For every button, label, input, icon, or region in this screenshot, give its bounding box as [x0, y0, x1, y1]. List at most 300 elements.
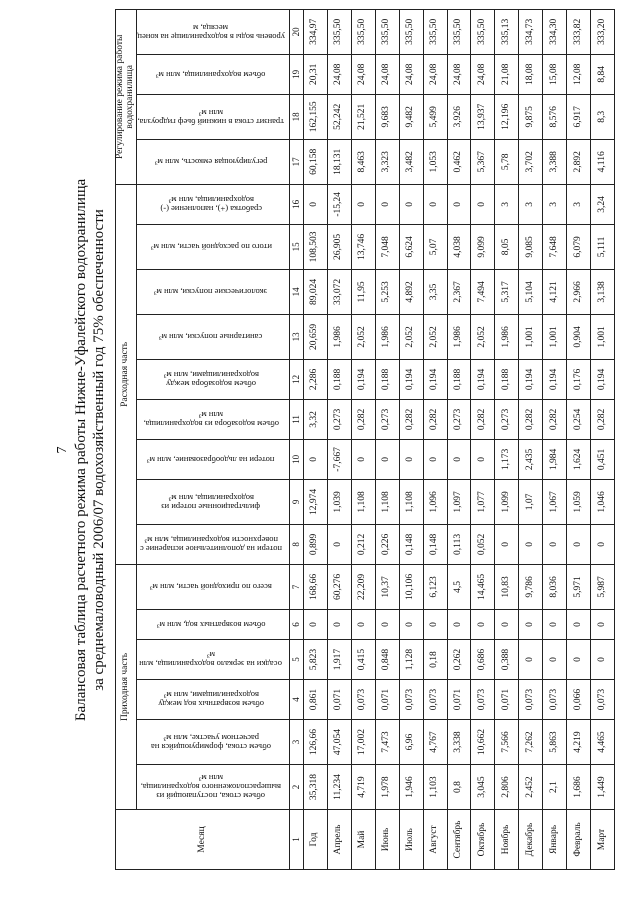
- value-cell: 9,085: [519, 224, 543, 269]
- value-cell: 8,036: [543, 564, 567, 609]
- month-cell: Февраль: [567, 810, 591, 870]
- value-cell: -7,667: [327, 439, 351, 479]
- value-cell: 8,463: [351, 139, 375, 184]
- value-cell: 3,35: [423, 269, 447, 314]
- header-month: Месяц: [116, 810, 290, 870]
- value-cell: 35,318: [303, 765, 327, 810]
- value-cell: 0,899: [303, 524, 327, 564]
- value-cell: 9,099: [471, 224, 495, 269]
- value-cell: 24,08: [351, 54, 375, 94]
- column-header-10: [137, 439, 290, 479]
- column-header-label: объем водозабора из водохранилища, млн м³: [143, 410, 279, 430]
- value-cell: 0,282: [591, 399, 615, 439]
- value-cell: 7,048: [375, 224, 399, 269]
- column-header-17: [137, 139, 290, 184]
- value-cell: 3,702: [519, 139, 543, 184]
- value-cell: 1,986: [327, 314, 351, 359]
- value-cell: 0: [399, 439, 423, 479]
- value-cell: 2,052: [471, 314, 495, 359]
- value-cell: 5,987: [591, 564, 615, 609]
- value-cell: 33,072: [327, 269, 351, 314]
- value-cell: 8,84: [591, 54, 615, 94]
- column-header-label: объем водозабора между водохранилищами, млн м³: [163, 370, 259, 390]
- value-cell: 18,131: [327, 139, 351, 184]
- column-number-cell: 15: [289, 224, 303, 269]
- table-row: [591, 9, 615, 869]
- value-cell: 5,253: [375, 269, 399, 314]
- value-cell: 0,113: [447, 524, 471, 564]
- value-cell: 20,659: [303, 314, 327, 359]
- column-numbers-row: [289, 9, 303, 869]
- table-row: [495, 9, 519, 869]
- value-cell: 3,482: [399, 139, 423, 184]
- value-cell: 5,317: [495, 269, 519, 314]
- value-cell: 0: [303, 184, 327, 224]
- value-cell: 10,106: [399, 564, 423, 609]
- column-header-9: [137, 479, 290, 524]
- value-cell: 0,273: [375, 399, 399, 439]
- column-header-19: [137, 54, 290, 94]
- value-cell: 0: [447, 439, 471, 479]
- value-cell: 1,108: [351, 479, 375, 524]
- value-cell: 3: [543, 184, 567, 224]
- value-cell: 333,82: [567, 9, 591, 54]
- value-cell: 5,823: [303, 640, 327, 680]
- column-header-15: [137, 224, 290, 269]
- month-cell: Апрель: [327, 810, 351, 870]
- header-regulation-group: Регулирование режима работы водохранилища: [116, 9, 137, 184]
- value-cell: 9,786: [519, 564, 543, 609]
- column-number-cell: 1: [289, 810, 303, 870]
- column-number-cell: 10: [289, 439, 303, 479]
- column-number-cell: 19: [289, 54, 303, 94]
- value-cell: 9,875: [519, 94, 543, 139]
- value-cell: 0,462: [447, 139, 471, 184]
- value-cell: 24,08: [375, 54, 399, 94]
- document-title-line-1: Балансовая таблица расчетного режима работы Нижне-Уфалейского водохранилища: [73, 178, 89, 722]
- column-header-label: объем возвратных вод между водохранилищами, млн м³: [158, 690, 264, 710]
- value-cell: 8,576: [543, 94, 567, 139]
- value-cell: 0: [543, 610, 567, 640]
- value-cell: 0: [351, 184, 375, 224]
- value-cell: 2,052: [351, 314, 375, 359]
- table-row: [303, 9, 327, 869]
- value-cell: 1,077: [471, 479, 495, 524]
- value-cell: 1,173: [495, 439, 519, 479]
- value-cell: 0,194: [351, 359, 375, 399]
- value-cell: 0: [567, 640, 591, 680]
- value-cell: 1,984: [543, 439, 567, 479]
- value-cell: 1,686: [567, 765, 591, 810]
- value-cell: 0,194: [519, 359, 543, 399]
- value-cell: 2,286: [303, 359, 327, 399]
- value-cell: 17,002: [351, 720, 375, 765]
- value-cell: 1,946: [399, 765, 423, 810]
- column-number-cell: 12: [289, 359, 303, 399]
- value-cell: 0,194: [591, 359, 615, 399]
- value-cell: 0: [495, 524, 519, 564]
- value-cell: 2,052: [423, 314, 447, 359]
- value-cell: 0,18: [423, 640, 447, 680]
- value-cell: 5,367: [471, 139, 495, 184]
- column-header-6: [137, 610, 290, 640]
- value-cell: 0,388: [495, 640, 519, 680]
- value-cell: 6,123: [423, 564, 447, 609]
- table-row: [423, 9, 447, 869]
- value-cell: 7,566: [495, 720, 519, 765]
- column-header-label: итого по расходной части, млн м³: [150, 242, 272, 253]
- column-number-cell: 3: [289, 720, 303, 765]
- value-cell: 4,767: [423, 720, 447, 765]
- column-number-cell: 14: [289, 269, 303, 314]
- column-header-13: [137, 314, 290, 359]
- value-cell: 10,662: [471, 720, 495, 765]
- value-cell: 4,038: [447, 224, 471, 269]
- value-cell: 0,282: [351, 399, 375, 439]
- value-cell: 0,066: [567, 680, 591, 720]
- value-cell: 7,494: [471, 269, 495, 314]
- month-cell: Сентябрь: [447, 810, 471, 870]
- value-cell: 4,121: [543, 269, 567, 314]
- value-cell: 10,37: [375, 564, 399, 609]
- value-cell: 0,073: [471, 680, 495, 720]
- value-cell: 0: [447, 610, 471, 640]
- value-cell: 0: [519, 524, 543, 564]
- value-cell: 12,08: [567, 54, 591, 94]
- column-number-cell: 13: [289, 314, 303, 359]
- value-cell: 335,50: [447, 9, 471, 54]
- value-cell: 4,892: [399, 269, 423, 314]
- column-header-11: [137, 399, 290, 439]
- value-cell: 0,188: [495, 359, 519, 399]
- value-cell: 7,648: [543, 224, 567, 269]
- value-cell: 3,045: [471, 765, 495, 810]
- value-cell: 1,986: [447, 314, 471, 359]
- value-cell: 0,073: [423, 680, 447, 720]
- header-income-group: Приходная часть: [116, 564, 137, 809]
- table-row: [375, 9, 399, 869]
- value-cell: 2,052: [399, 314, 423, 359]
- month-cell: Июль: [399, 810, 423, 870]
- value-cell: 0: [399, 184, 423, 224]
- value-cell: 20,31: [303, 54, 327, 94]
- value-cell: 334,30: [543, 9, 567, 54]
- value-cell: 335,50: [399, 9, 423, 54]
- column-header-label: санитарные попуски, млн м³: [159, 332, 263, 343]
- document-title-line-2: за среднемаловодный 2006/07 водохозяйственный год 75% обеспеченности: [91, 209, 107, 691]
- value-cell: 26,905: [327, 224, 351, 269]
- value-cell: 0: [375, 184, 399, 224]
- value-cell: 4,219: [567, 720, 591, 765]
- value-cell: 2,367: [447, 269, 471, 314]
- value-cell: 1,103: [423, 765, 447, 810]
- column-header-16: [137, 184, 290, 224]
- value-cell: 0: [423, 439, 447, 479]
- value-cell: 3,323: [375, 139, 399, 184]
- value-cell: 0: [447, 184, 471, 224]
- value-cell: 0,861: [303, 680, 327, 720]
- value-cell: 3,138: [591, 269, 615, 314]
- value-cell: 0,8: [447, 765, 471, 810]
- table-row: [351, 9, 375, 869]
- value-cell: 3: [519, 184, 543, 224]
- column-header-label: объем стока, формирующийся на расчетном участке, млн м³: [151, 733, 272, 752]
- value-cell: 0,273: [495, 399, 519, 439]
- column-header-3: [137, 720, 290, 765]
- value-cell: 8,05: [495, 224, 519, 269]
- value-cell: 335,50: [375, 9, 399, 54]
- month-cell: Ноябрь: [495, 810, 519, 870]
- value-cell: 0: [351, 610, 375, 640]
- value-cell: 1,986: [375, 314, 399, 359]
- rotated-content: [53, 20, 619, 880]
- column-header-label: осадки на зеркало водохранилища, млн м³: [139, 650, 283, 670]
- value-cell: 0,273: [447, 399, 471, 439]
- column-number-cell: 11: [289, 399, 303, 439]
- value-cell: 1,099: [495, 479, 519, 524]
- value-cell: 3: [567, 184, 591, 224]
- column-header-label: всего по приходной части, млн м³: [150, 582, 272, 593]
- value-cell: 2,966: [567, 269, 591, 314]
- value-cell: 333,20: [591, 9, 615, 54]
- value-cell: 0,262: [447, 640, 471, 680]
- value-cell: 0,254: [567, 399, 591, 439]
- value-cell: 0,071: [447, 680, 471, 720]
- value-cell: 5,863: [543, 720, 567, 765]
- value-cell: 6,917: [567, 94, 591, 139]
- value-cell: 6,079: [567, 224, 591, 269]
- value-cell: 0,071: [327, 680, 351, 720]
- value-cell: 21,521: [351, 94, 375, 139]
- value-cell: 0: [519, 610, 543, 640]
- value-cell: 6,624: [399, 224, 423, 269]
- value-cell: 0,073: [543, 680, 567, 720]
- value-cell: 12,196: [495, 94, 519, 139]
- value-cell: 0,686: [471, 640, 495, 680]
- value-cell: 0,451: [591, 439, 615, 479]
- value-cell: 0: [375, 439, 399, 479]
- value-cell: 7,473: [375, 720, 399, 765]
- column-number-cell: 18: [289, 94, 303, 139]
- month-cell: Октябрь: [471, 810, 495, 870]
- value-cell: 7,262: [519, 720, 543, 765]
- month-cell: Март: [591, 810, 615, 870]
- value-cell: 0,194: [471, 359, 495, 399]
- value-cell: 60,158: [303, 139, 327, 184]
- value-cell: 13,937: [471, 94, 495, 139]
- value-cell: 335,50: [471, 9, 495, 54]
- value-cell: 335,50: [423, 9, 447, 54]
- value-cell: 9,482: [399, 94, 423, 139]
- table-row: [543, 9, 567, 869]
- value-cell: 0,188: [375, 359, 399, 399]
- value-cell: 9,683: [375, 94, 399, 139]
- value-cell: 3,926: [447, 94, 471, 139]
- value-cell: 3,32: [303, 399, 327, 439]
- value-cell: 2,435: [519, 439, 543, 479]
- column-number-cell: 8: [289, 524, 303, 564]
- value-cell: 0: [303, 439, 327, 479]
- value-cell: 0,073: [351, 680, 375, 720]
- value-cell: 24,08: [447, 54, 471, 94]
- value-cell: 0,073: [399, 680, 423, 720]
- value-cell: 334,97: [303, 9, 327, 54]
- value-cell: 0,282: [423, 399, 447, 439]
- value-cell: 60,276: [327, 564, 351, 609]
- value-cell: 1,001: [543, 314, 567, 359]
- value-cell: 2,1: [543, 765, 567, 810]
- column-header-label: объем стока, поступающий из вышерасположенного водохранилища, млн м³: [140, 773, 282, 802]
- value-cell: 0,212: [351, 524, 375, 564]
- month-cell: Декабрь: [519, 810, 543, 870]
- value-cell: 3: [495, 184, 519, 224]
- column-number-cell: 5: [289, 640, 303, 680]
- month-cell: Январь: [543, 810, 567, 870]
- value-cell: 0,904: [567, 314, 591, 359]
- value-cell: 12,974: [303, 479, 327, 524]
- value-cell: 1,053: [423, 139, 447, 184]
- value-cell: 15,08: [543, 54, 567, 94]
- column-header-label: фильтрационные потери из водохранилища, млн м³: [161, 492, 261, 512]
- value-cell: 1,039: [327, 479, 351, 524]
- header-expense-group: Расходная часть: [116, 184, 137, 564]
- column-number-cell: 4: [289, 680, 303, 720]
- value-cell: 24,08: [327, 54, 351, 94]
- column-header-20: [137, 9, 290, 54]
- value-cell: 2,806: [495, 765, 519, 810]
- value-cell: 47,054: [327, 720, 351, 765]
- value-cell: 0,052: [471, 524, 495, 564]
- table-row: [567, 9, 591, 869]
- value-cell: 0: [375, 610, 399, 640]
- value-cell: 0: [399, 610, 423, 640]
- column-header-label: объем возвратных вод, млн м³: [156, 619, 266, 630]
- value-cell: 0: [591, 640, 615, 680]
- value-cell: 14,465: [471, 564, 495, 609]
- value-cell: 0: [543, 640, 567, 680]
- value-cell: 0,848: [375, 640, 399, 680]
- column-header-label: потери на дополнительное испарение с поверхности водохранилища, млн м³: [140, 535, 282, 555]
- value-cell: 1,067: [543, 479, 567, 524]
- value-cell: 334,73: [519, 9, 543, 54]
- column-header-label: сработка (+), наполнение (-) водохранилища, млн м³: [160, 195, 262, 215]
- column-header-8: [137, 524, 290, 564]
- value-cell: 4,116: [591, 139, 615, 184]
- value-cell: -15,24: [327, 184, 351, 224]
- value-cell: 0,194: [399, 359, 423, 399]
- column-header-label: потери на льдообразование, млн м³: [147, 454, 275, 465]
- value-cell: 5,104: [519, 269, 543, 314]
- value-cell: 2,452: [519, 765, 543, 810]
- column-header-5: [137, 640, 290, 680]
- column-header-label: регулирующая емкость, млн м³: [154, 157, 268, 168]
- value-cell: 0,071: [495, 680, 519, 720]
- value-cell: 1,001: [519, 314, 543, 359]
- value-cell: 0,188: [447, 359, 471, 399]
- value-cell: 0: [471, 184, 495, 224]
- value-cell: 0,194: [543, 359, 567, 399]
- value-cell: 1,108: [375, 479, 399, 524]
- table-row: [471, 9, 495, 869]
- column-header-4: [137, 680, 290, 720]
- value-cell: 335,50: [351, 9, 375, 54]
- value-cell: 0,148: [423, 524, 447, 564]
- column-header-label: уровень воды в водохранилище на конец месяца, м: [137, 22, 285, 42]
- value-cell: 5,78: [495, 139, 519, 184]
- value-cell: 162,155: [303, 94, 327, 139]
- column-number-cell: 9: [289, 479, 303, 524]
- value-cell: 21,08: [495, 54, 519, 94]
- value-cell: 0,273: [327, 399, 351, 439]
- column-headers-row: [137, 9, 290, 869]
- value-cell: 0: [495, 610, 519, 640]
- value-cell: 89,024: [303, 269, 327, 314]
- column-number-cell: 7: [289, 564, 303, 609]
- value-cell: 0: [351, 439, 375, 479]
- value-cell: 3,388: [543, 139, 567, 184]
- value-cell: 8,3: [591, 94, 615, 139]
- month-cell: Год: [303, 810, 327, 870]
- column-number-cell: 17: [289, 139, 303, 184]
- value-cell: 1,059: [567, 479, 591, 524]
- column-number-cell: 16: [289, 184, 303, 224]
- value-cell: 0,282: [399, 399, 423, 439]
- value-cell: 0,176: [567, 359, 591, 399]
- balance-table: [115, 9, 615, 870]
- value-cell: 0: [327, 524, 351, 564]
- value-cell: 0,282: [519, 399, 543, 439]
- value-cell: 0: [567, 610, 591, 640]
- value-cell: 0,188: [327, 359, 351, 399]
- value-cell: 0: [423, 184, 447, 224]
- value-cell: 1,096: [423, 479, 447, 524]
- value-cell: 0,282: [471, 399, 495, 439]
- value-cell: 0: [543, 524, 567, 564]
- value-cell: 24,08: [471, 54, 495, 94]
- value-cell: 0,194: [423, 359, 447, 399]
- value-cell: 0,226: [375, 524, 399, 564]
- table-row: [327, 9, 351, 869]
- table-row: [399, 9, 423, 869]
- value-cell: 5,971: [567, 564, 591, 609]
- value-cell: 3,338: [447, 720, 471, 765]
- value-cell: 0: [519, 640, 543, 680]
- value-cell: 168,66: [303, 564, 327, 609]
- column-header-label: транзит стока в нижний бьеф гидроузла, млн м³: [137, 107, 285, 127]
- value-cell: 18,08: [519, 54, 543, 94]
- value-cell: 1,046: [591, 479, 615, 524]
- column-header-14: [137, 269, 290, 314]
- value-cell: 2,892: [567, 139, 591, 184]
- table-body: [303, 9, 614, 869]
- value-cell: 22,209: [351, 564, 375, 609]
- value-cell: 1,097: [447, 479, 471, 524]
- value-cell: 11,234: [327, 765, 351, 810]
- value-cell: 0,073: [591, 680, 615, 720]
- value-cell: 0,415: [351, 640, 375, 680]
- value-cell: 4,719: [351, 765, 375, 810]
- month-cell: Май: [351, 810, 375, 870]
- value-cell: 24,08: [399, 54, 423, 94]
- column-header-18: [137, 94, 290, 139]
- month-cell: Август: [423, 810, 447, 870]
- value-cell: 3,24: [591, 184, 615, 224]
- value-cell: 4,5: [447, 564, 471, 609]
- value-cell: 52,242: [327, 94, 351, 139]
- column-number-cell: 2: [289, 765, 303, 810]
- column-header-2: [137, 765, 290, 810]
- value-cell: 0,073: [519, 680, 543, 720]
